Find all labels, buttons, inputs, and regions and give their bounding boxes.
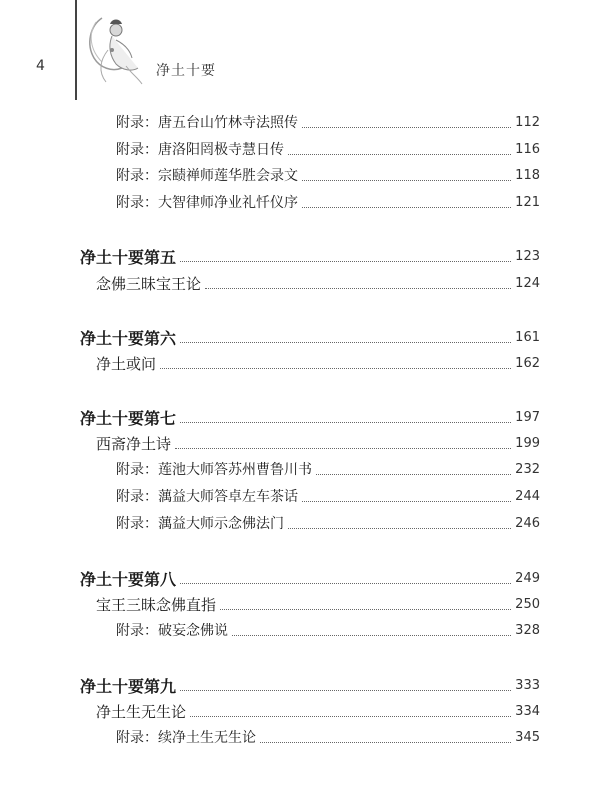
running-head-title: 净土十要 — [156, 63, 216, 79]
toc-appendix-entry — [0, 511, 600, 535]
toc-title: 附录：莲池大师答苏州曹鲁川书 — [116, 462, 312, 478]
toc-title: 附录：破妄念佛说 — [116, 623, 228, 639]
toc-title: 净土十要第六 — [80, 328, 177, 348]
toc-appendix-entry — [0, 163, 600, 187]
toc-appendix-entry — [0, 725, 600, 749]
toc-page-number: 121 — [515, 194, 540, 210]
dot-leader — [302, 207, 511, 208]
dot-leader — [175, 448, 511, 449]
dot-leader — [180, 342, 511, 343]
toc-title: 附录：宗赜禅师莲华胜会录文 — [116, 168, 298, 184]
toc-page-number: 345 — [515, 729, 540, 745]
toc-page-number: 197 — [515, 409, 540, 425]
toc-page-number: 250 — [515, 596, 540, 612]
dot-leader — [190, 716, 511, 717]
dot-leader — [302, 127, 511, 128]
toc-entry — [0, 351, 600, 375]
toc-appendix-entry — [0, 618, 600, 642]
toc-appendix-entry — [0, 457, 600, 481]
toc-title: 净土或问 — [96, 354, 157, 373]
toc-part-heading — [0, 566, 600, 590]
toc-entry — [0, 699, 600, 723]
toc-page-number: 334 — [515, 703, 540, 719]
toc-title: 附录：续净土生无生论 — [116, 730, 256, 746]
page-number: 4 — [36, 58, 45, 74]
toc-part-heading — [0, 405, 600, 429]
toc-entry — [0, 431, 600, 455]
dot-leader — [220, 609, 511, 610]
dot-leader — [260, 742, 511, 743]
toc-page-number: 162 — [515, 355, 540, 371]
toc-title: 附录：蕅益大师示念佛法门 — [116, 516, 284, 532]
toc-title: 宝王三昧念佛直指 — [96, 595, 217, 614]
toc-entry — [0, 271, 600, 295]
toc-part-heading — [0, 673, 600, 697]
dot-leader — [288, 154, 511, 155]
dot-leader — [316, 474, 511, 475]
dot-leader — [302, 180, 511, 181]
toc-part-heading — [0, 244, 600, 268]
dot-leader — [180, 261, 511, 262]
toc-page-number: 249 — [515, 570, 540, 586]
toc-appendix-entry — [0, 110, 600, 134]
toc-entry — [0, 592, 600, 616]
toc-title: 西斋净土诗 — [96, 434, 172, 453]
toc-title: 念佛三昧宝王论 — [96, 274, 202, 293]
dot-leader — [302, 501, 511, 502]
toc-title: 附录：唐洛阳罔极寺慧日传 — [116, 142, 284, 158]
toc-part-heading — [0, 325, 600, 349]
toc-title: 净土十要第九 — [80, 676, 177, 696]
toc-title: 净土生无生论 — [96, 702, 187, 721]
toc-page-number: 199 — [515, 435, 540, 451]
toc-page-number: 244 — [515, 488, 540, 504]
toc-title: 净土十要第七 — [80, 408, 177, 428]
toc-appendix-entry — [0, 190, 600, 214]
toc-title: 净土十要第五 — [80, 247, 177, 267]
dot-leader — [180, 690, 511, 691]
dot-leader — [180, 422, 511, 423]
toc-page-number: 116 — [515, 141, 540, 157]
toc-appendix-entry — [0, 484, 600, 508]
dot-leader — [232, 635, 511, 636]
toc-page-number: 246 — [515, 515, 540, 531]
dot-leader — [180, 583, 511, 584]
toc-page-number: 232 — [515, 461, 540, 477]
dot-leader — [205, 288, 511, 289]
toc-title: 附录：大智律师净业礼忏仪序 — [116, 195, 298, 211]
toc-page-number: 333 — [515, 677, 540, 693]
toc-page-number: 118 — [515, 167, 540, 183]
toc-title: 附录：唐五台山竹林寺法照传 — [116, 115, 298, 131]
toc-page-number: 328 — [515, 622, 540, 638]
toc-page-number: 124 — [515, 275, 540, 291]
toc-title: 净土十要第八 — [80, 569, 177, 589]
toc-page-number: 123 — [515, 248, 540, 264]
dot-leader — [160, 368, 511, 369]
dot-leader — [288, 528, 511, 529]
toc-appendix-entry — [0, 137, 600, 161]
toc-page-number: 161 — [515, 329, 540, 345]
toc-page-number: 112 — [515, 114, 540, 130]
toc-title: 附录：蕅益大师答卓左车茶话 — [116, 489, 298, 505]
